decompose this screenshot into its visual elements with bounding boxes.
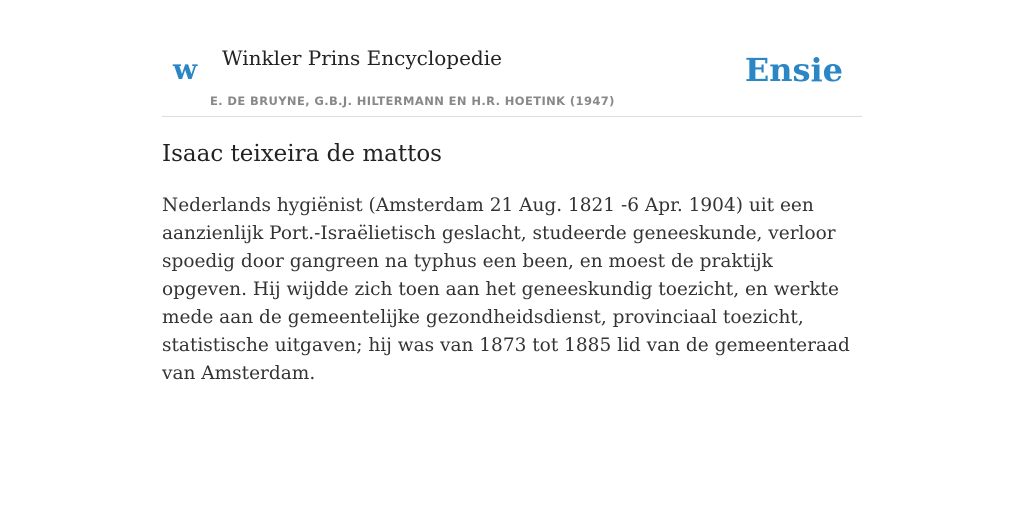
article-title: Isaac teixeira de mattos (162, 141, 442, 167)
article-body: Nederlands hygiënist (Amsterdam 21 Aug. 1821 -6 Apr. 1904) uit een aanzienlijk Port.-Israëlietisch geslacht, studeerde geneeskunde, verloor spoedig door gangreen na typhus een been, en moest de praktijk opgeven. Hij wijdde zich toen aan het geneeskundig toezicht, en werkte mede aan de gemeentelijke gezondheidsdienst, provinciaal toezicht, statistische uitgaven; hij was van 1873 tot 1885 lid van de gemeenteraad van Amsterdam. (162, 195, 850, 384)
source-title[interactable]: Winkler Prins Encyclopedie (222, 46, 502, 70)
source-header (162, 0, 862, 117)
encyclopedia-logo-icon[interactable]: w (173, 53, 198, 86)
source-authors: E. DE BRUYNE, G.B.J. HILTERMANN EN H.R. HOETINK (1947) (210, 94, 615, 108)
page-content (162, 0, 862, 384)
ensie-logo-link[interactable]: Ensie (744, 51, 843, 89)
